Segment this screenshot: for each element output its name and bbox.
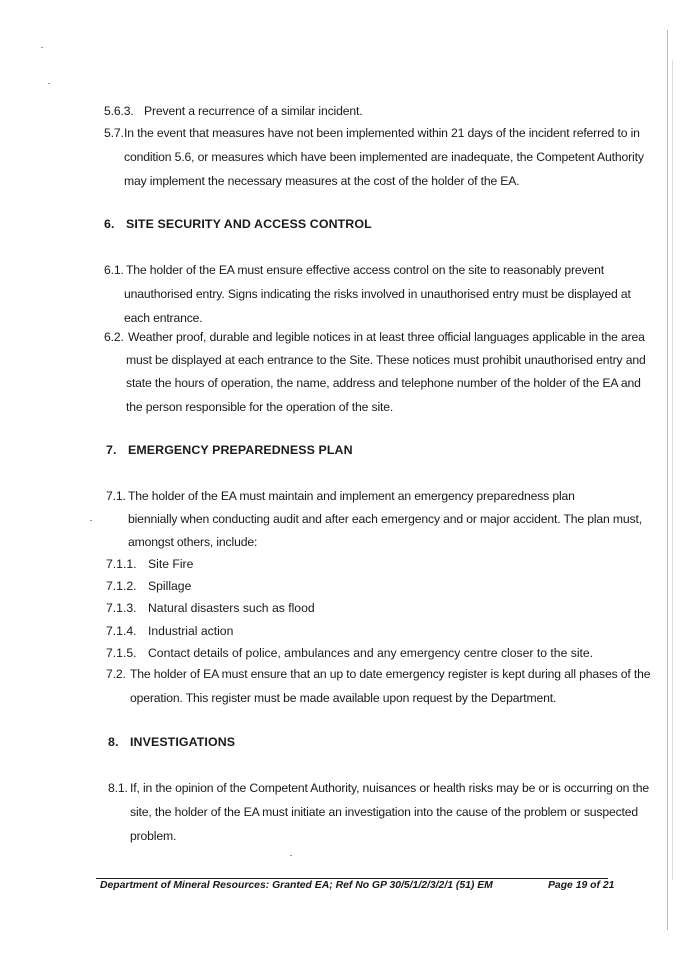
section-heading-8 — [108, 735, 235, 749]
scan-speck — [290, 855, 292, 856]
clause-7-1-line-1 — [106, 485, 575, 508]
clause-7-1-line-2: biennially when conducting audit and after each emergency and or major accident. The plan must, — [128, 512, 642, 526]
list-number: 7.1.3. — [106, 601, 137, 615]
clause-8-1-line-3: problem. — [130, 829, 177, 843]
clause-number: 5.6.3. — [104, 104, 134, 118]
clause-5-7-line-1 — [104, 122, 640, 145]
list-number: 7.1.2. — [106, 579, 137, 593]
clause-5-6-3 — [104, 100, 362, 123]
list-item — [106, 642, 593, 664]
clause-8-1-line-2: site, the holder of the EA must initiate an investigation into the cause of the problem or suspected — [130, 805, 639, 819]
clause-6-1-line-2: unauthorised entry. Signs indicating the risks involved in unauthorised entry must be displayed at — [124, 287, 631, 301]
list-text: Natural disasters such as flood — [148, 601, 315, 615]
list-number: 7.1.5. — [106, 646, 137, 660]
clause-number: 6.2. — [104, 330, 124, 344]
heading-title: SITE SECURITY AND ACCESS CONTROL — [126, 217, 372, 231]
clause-6-1-line-1 — [104, 259, 604, 282]
clause-number: 7.2. — [106, 667, 126, 681]
section-heading-7 — [106, 443, 353, 457]
clause-text: The holder of the EA must maintain and implement an emergency preparedness plan — [128, 489, 575, 503]
clause-6-2-line-2: must be displayed at each entrance to the Site. These notices must prohibit unauthorised entry and — [126, 353, 646, 367]
clause-number: 5.7. — [104, 126, 124, 140]
clause-text: Prevent a recurrence of a similar incident. — [144, 104, 363, 118]
list-text: Spillage — [148, 579, 192, 593]
section-heading-6 — [104, 217, 372, 231]
clause-text: The holder of EA must ensure that an up to date emergency register is kept during all phases of the — [130, 667, 651, 681]
heading-title: EMERGENCY PREPAREDNESS PLAN — [128, 443, 353, 457]
clause-text: Weather proof, durable and legible notices in at least three official languages applicable in the area — [128, 330, 645, 344]
clause-5-7-line-3: may implement the necessary measures at the cost of the holder of the EA. — [124, 174, 520, 188]
clause-text: In the event that measures have not been implemented within 21 days of the incident referred to in — [124, 126, 640, 140]
clause-6-2-line-3: state the hours of operation, the name, address and telephone number of the holder of the EA and — [126, 376, 641, 390]
list-number: 7.1.4. — [106, 624, 137, 638]
clause-number: 6.1. — [104, 263, 124, 277]
list-text: Contact details of police, ambulances and any emergency centre closer to the site. — [148, 646, 594, 660]
heading-number: 8. — [108, 735, 119, 749]
scan-speck — [48, 83, 50, 84]
footer-rule — [96, 878, 608, 879]
clause-7-1-line-3: amongst others, include: — [128, 535, 258, 549]
list-item — [106, 620, 233, 642]
list-item — [106, 597, 315, 619]
scan-speck — [41, 47, 43, 48]
heading-title: INVESTIGATIONS — [130, 735, 236, 749]
clause-7-2-line-2: operation. This register must be made available upon request by the Department. — [130, 691, 557, 705]
list-item — [106, 575, 191, 597]
clause-6-1-line-3: each entrance. — [124, 311, 203, 325]
clause-5-7-line-2: condition 5.6, or measures which have been implemented are inadequate, the Competent Authority — [124, 150, 644, 164]
clause-8-1-line-1 — [108, 777, 649, 800]
clause-text: The holder of the EA must ensure effective access control on the site to reasonably prevent — [126, 263, 604, 277]
footer-page-number: Page 19 of 21 — [548, 880, 615, 891]
list-text: Industrial action — [148, 624, 234, 638]
clause-7-2-line-1 — [106, 663, 650, 686]
clause-number: 8.1. — [108, 781, 128, 795]
clause-text: If, in the opinion of the Competent Authority, nuisances or health risks may be or is occurring on the — [130, 781, 649, 795]
footer-reference: Department of Mineral Resources: Granted EA; Ref No GP 30/5/1/2/3/2/1 (51) EM — [100, 880, 493, 891]
scan-speck — [90, 520, 92, 521]
clause-6-2-line-4: the person responsible for the operation of the site. — [126, 400, 394, 414]
page-edge-shadow — [667, 30, 668, 930]
heading-number: 6. — [104, 217, 115, 231]
clause-number: 7.1. — [106, 489, 126, 503]
heading-number: 7. — [106, 443, 117, 457]
list-number: 7.1.1. — [106, 557, 137, 571]
list-text: Site Fire — [148, 557, 194, 571]
page-edge-shadow-inner — [672, 60, 673, 880]
clause-6-2-line-1 — [104, 326, 645, 349]
list-item — [106, 553, 193, 575]
